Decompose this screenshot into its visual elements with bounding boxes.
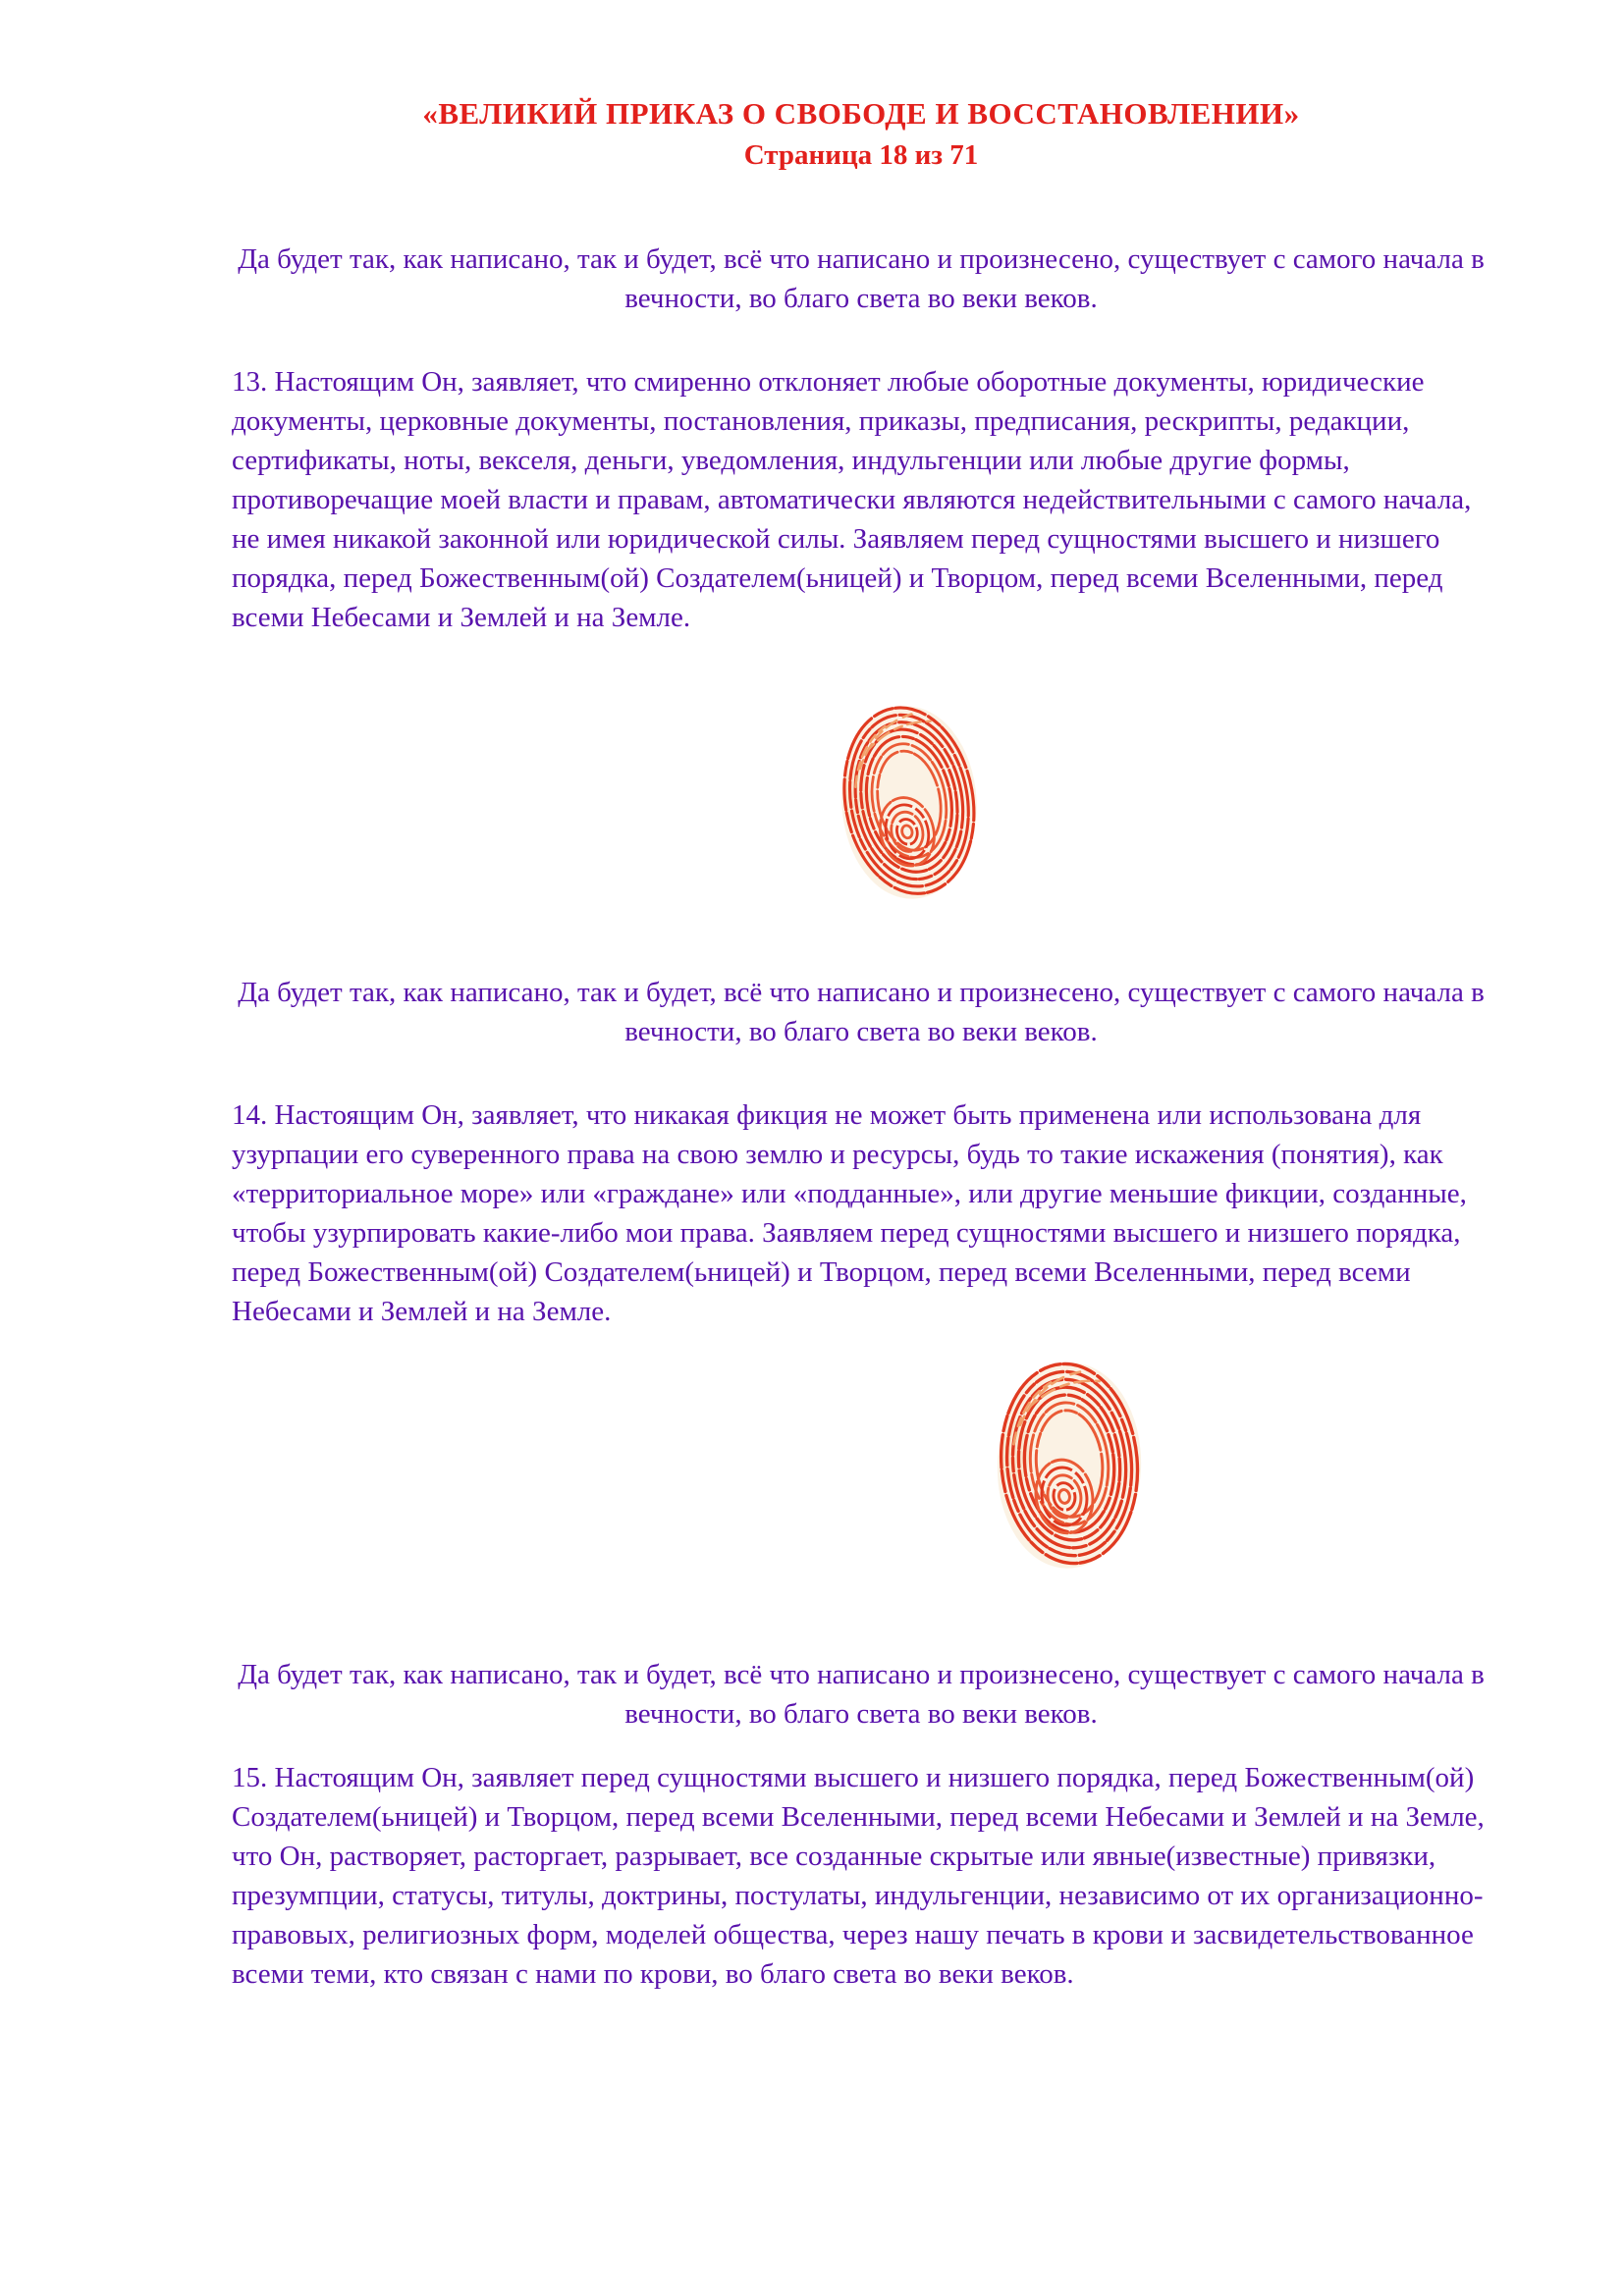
fingerprint-stamp-icon — [986, 1344, 1153, 1587]
fingerprint-stamp-row — [232, 692, 1490, 920]
paragraph-14: 14. Настоящим Он, заявляет, что никакая фикция не может быть применена или использована для узурпации его суверенного права на свою землю и ресурсы, будь то такие искажения (понятия), как «территориальное море» или «граждане» или «подданные», или другие меньшие фикции, созданные, чтобы узурпировать какие-либо мои права. Заявляем перед сущностями высшего и низшего порядка, перед Божественным(ой) Создателем(ьницей) и Творцом, перед всеми Вселенными, перед всеми Небесами и Землей и на Земле. — [232, 1099, 1467, 1327]
paragraph-15: 15. Настоящим Он, заявляет перед сущностями высшего и низшего порядка, перед Божественным(ой) Создателем(ьницей) и Творцом, перед всеми Вселенными, перед всеми Небесами и Землей и на Земле, что Он, растворяет, расторгает, разрывает, все созданные скрытые или явные(известные) привязки, презумпции, статусы, титулы, доктрины, постулаты, индульгенции, независимо от их организационно-правовых, религиозных форм, моделей общества, через нашу печать в крови и засвидетельствованное всеми теми, кто связан с нами по крови, во благо света во веки веков. — [232, 1762, 1485, 1990]
page-number-label: Страница 18 из 71 — [743, 139, 979, 171]
paragraph-13: 13. Настоящим Он, заявляет, что смиренно отклоняет любые оборотные документы, юридические документы, церковные документы, постановления, приказы, предписания, рескрипты, редакции, сертификаты, ноты, векселя, деньги, уведомления, индульгенции или любые другие формы, противоречащие моей власти и правам, автоматически являются недействительными с самого начала, не имея никакой законной или юридической силы. Заявляем перед сущностями высшего и низшего порядка, перед Божественным(ой) Создателем(ьницей) и Творцом, перед всеми Вселенными, перед всеми Небесами и Землей и на Земле. — [232, 366, 1472, 633]
blessing-paragraph: Да будет так, как написано, так и будет, всё что написано и произнесено, существует с самого начала в вечности, во благо света во веки веков. — [238, 1659, 1485, 1730]
document-title: «ВЕЛИКИЙ ПРИКАЗ О СВОБОДЕ И ВОССТАНОВЛЕНИИ» — [422, 96, 1300, 131]
document-header — [232, 0, 1490, 175]
blessing-paragraph: Да будет так, как написано, так и будет, всё что написано и произнесено, существует с самого начала в вечности, во благо света во веки веков. — [238, 243, 1485, 314]
fingerprint-stamp-icon — [829, 688, 990, 917]
document-content — [232, 0, 1490, 1994]
fingerprint-stamp-row — [232, 1347, 1490, 1586]
blessing-paragraph: Да будет так, как написано, так и будет, всё что написано и произнесено, существует с самого начала в вечности, во благо света во веки веков. — [238, 977, 1485, 1047]
